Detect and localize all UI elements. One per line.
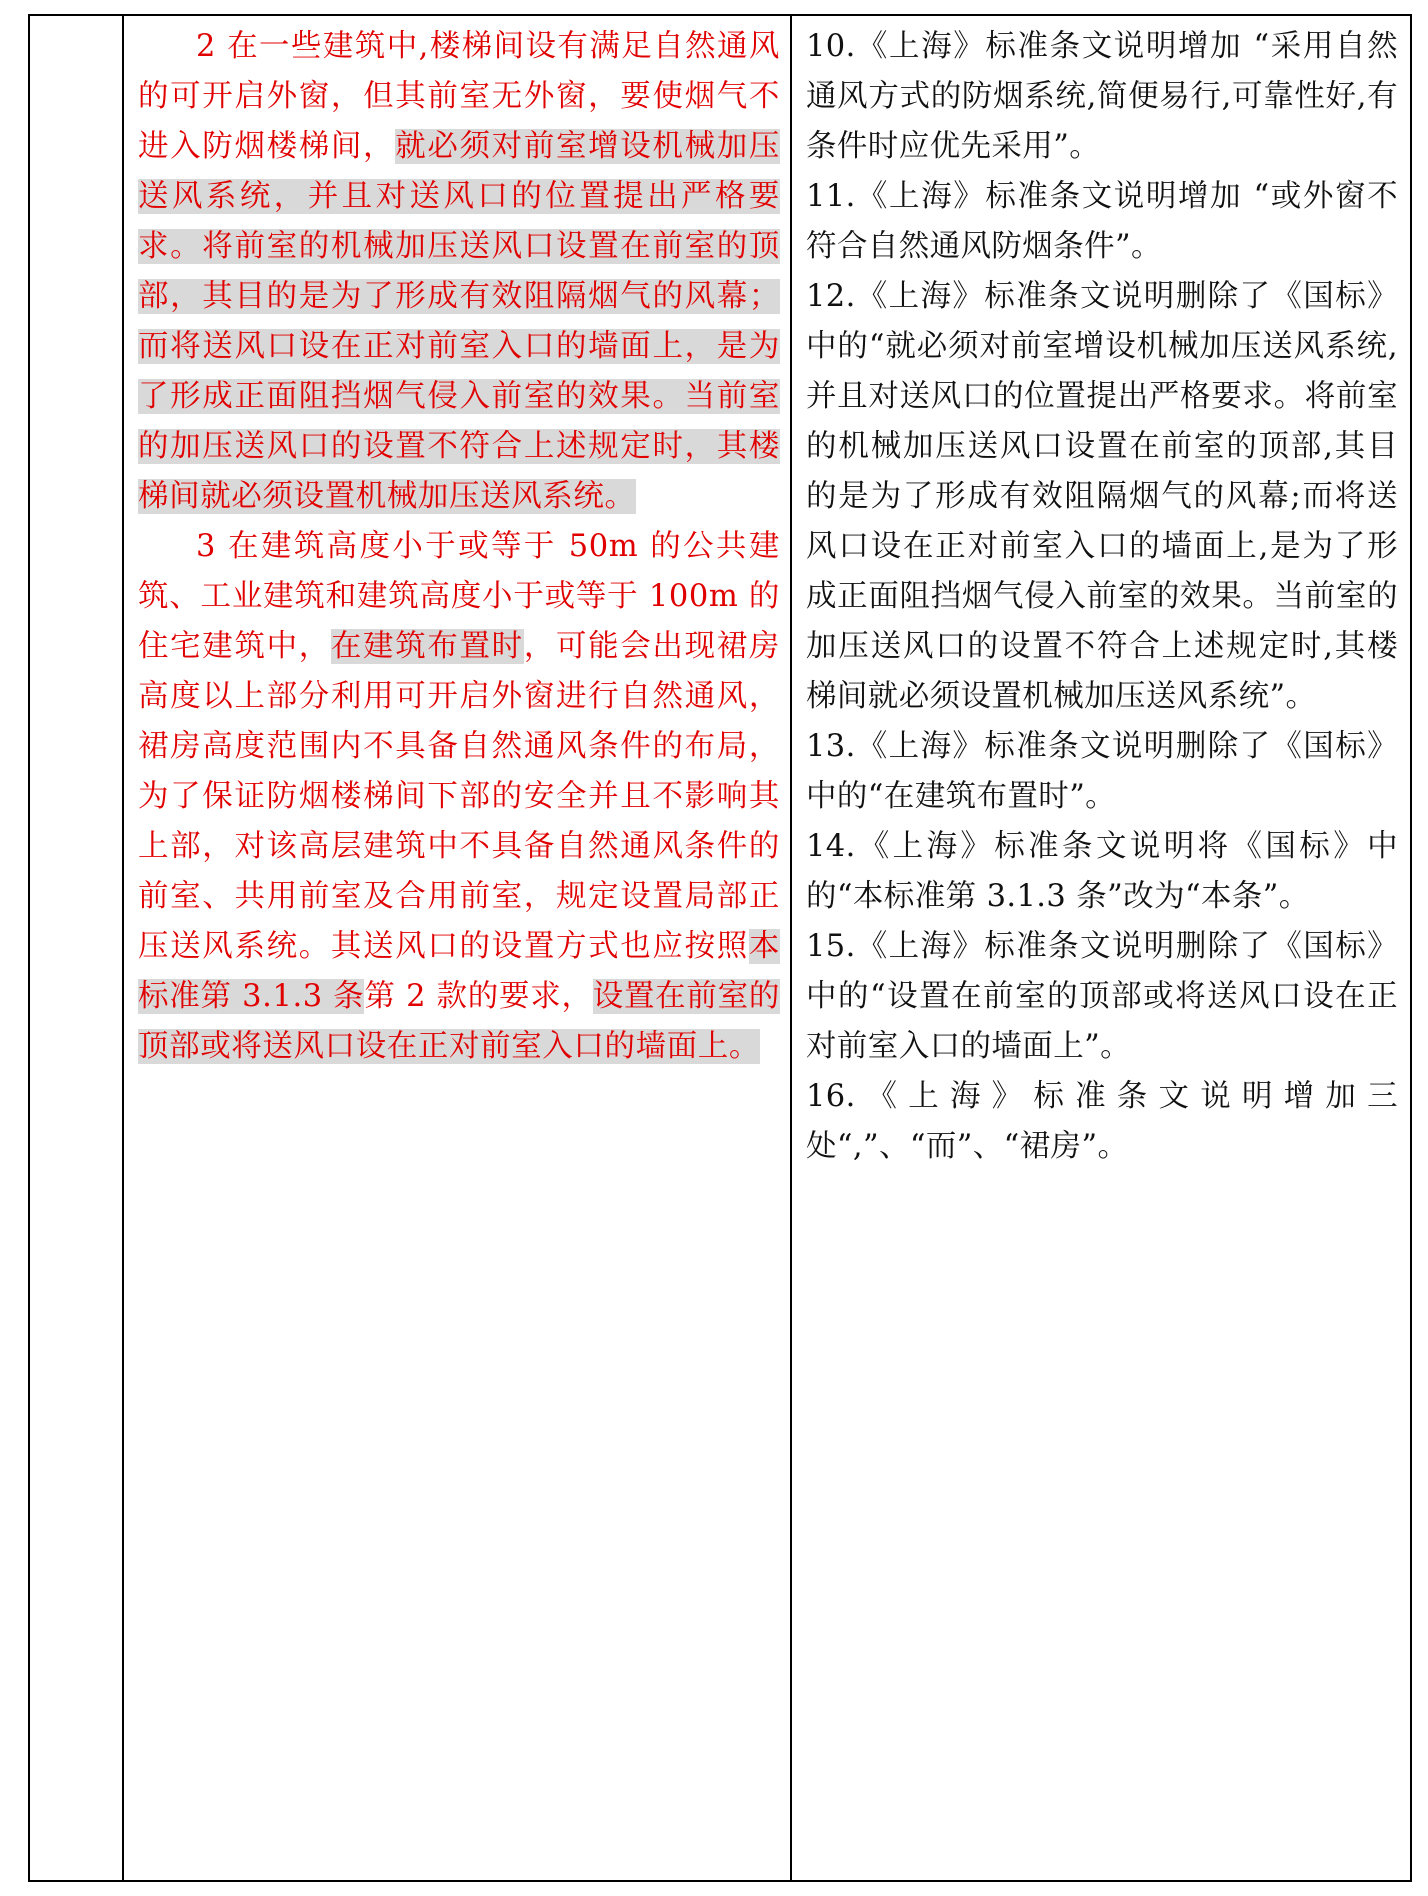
highlighted-text: 在建筑布置时 <box>330 629 524 664</box>
note-item: 15.《上海》标准条文说明删除了《国标》中的“设置在前室的顶部或将送风口设在正对前室入口的墙面上”。 <box>806 929 1398 1064</box>
note-item: 11.《上海》标准条文说明增加 “或外窗不符合自然通风防烟条件”。 <box>806 179 1398 264</box>
paragraph-3 <box>138 522 780 1072</box>
note-item: 10.《上海》标准条文说明增加 “采用自然通风方式的防烟系统,简便易行,可靠性好,有条件时应优先采用”。 <box>806 29 1398 164</box>
guo-biao-explanation-column <box>124 16 790 1880</box>
note-item: 14.《上海》标准条文说明将《国标》中的“本标准第 3.1.3 条”改为“本条”。 <box>806 829 1398 914</box>
body-text: 2 在一些建筑中,楼梯间设有满足自然通风的可开启外窗，但其前室无外窗，要使烟气不进入防烟楼梯间， <box>138 29 780 164</box>
comparison-table <box>28 14 1412 1882</box>
body-text: 第 2 款的要求， <box>364 979 593 1014</box>
paragraph-2 <box>138 22 780 522</box>
note-item: 16.《上海》标准条文说明增加三处“,”、“而”、“裙房”。 <box>806 1079 1398 1164</box>
highlighted-text: 本标准第 3.1.3 条 <box>138 929 780 1014</box>
note-item: 12.《上海》标准条文说明删除了《国标》中的“就必须对前室增设机械加压送风系统,并且对送风口的位置提出严格要求。将前室的机械加压送风口设置在前室的顶部,其目的是为了形成有效阻隔烟气的风幕;而将送风口设在正对前室入口的墙面上,是为了形成正面阻挡烟气侵入前室的效果。当前室的加压送风口的设置不符合上述规定时,其楼梯间就必须设置机械加压送风系统”。 <box>806 279 1398 714</box>
notes-list <box>806 22 1398 1172</box>
body-text: 3 在建筑高度小于或等于 50m 的公共建筑、工业建筑和建筑高度小于或等于 100m 的住宅建筑中， <box>138 529 780 664</box>
highlighted-text: 就必须对前室增设机械加压送风系统，并且对送风口的位置提出严格要求。将前室的机械加压送风口设置在前室的顶部，其目的是为了形成有效阻隔烟气的风幕；而将送风口设在正对前室入口的墙面上，是为了形成正面阻挡烟气侵入前室的效果。当前室的加压送风口的设置不符合上述规定时，其楼梯间就必须设置机械加压送风系统。 <box>138 129 780 514</box>
body-text: ，可能会出现裙房高度以上部分利用可开启外窗进行自然通风，裙房高度范围内不具备自然通风条件的布局，为了保证防烟楼梯间下部的安全并且不影响其上部，对该高层建筑中不具备自然通风条件的前室、共用前室及合用前室，规定设置局部正压送风系统。其送风口的设置方式也应按照 <box>138 629 780 964</box>
note-item: 13.《上海》标准条文说明删除了《国标》中的“在建筑布置时”。 <box>806 729 1398 814</box>
left-empty-column <box>30 16 122 1880</box>
comparison-notes-column <box>792 16 1412 1880</box>
highlighted-text: 设置在前室的顶部或将送风口设在正对前室入口的墙面上。 <box>138 979 780 1064</box>
